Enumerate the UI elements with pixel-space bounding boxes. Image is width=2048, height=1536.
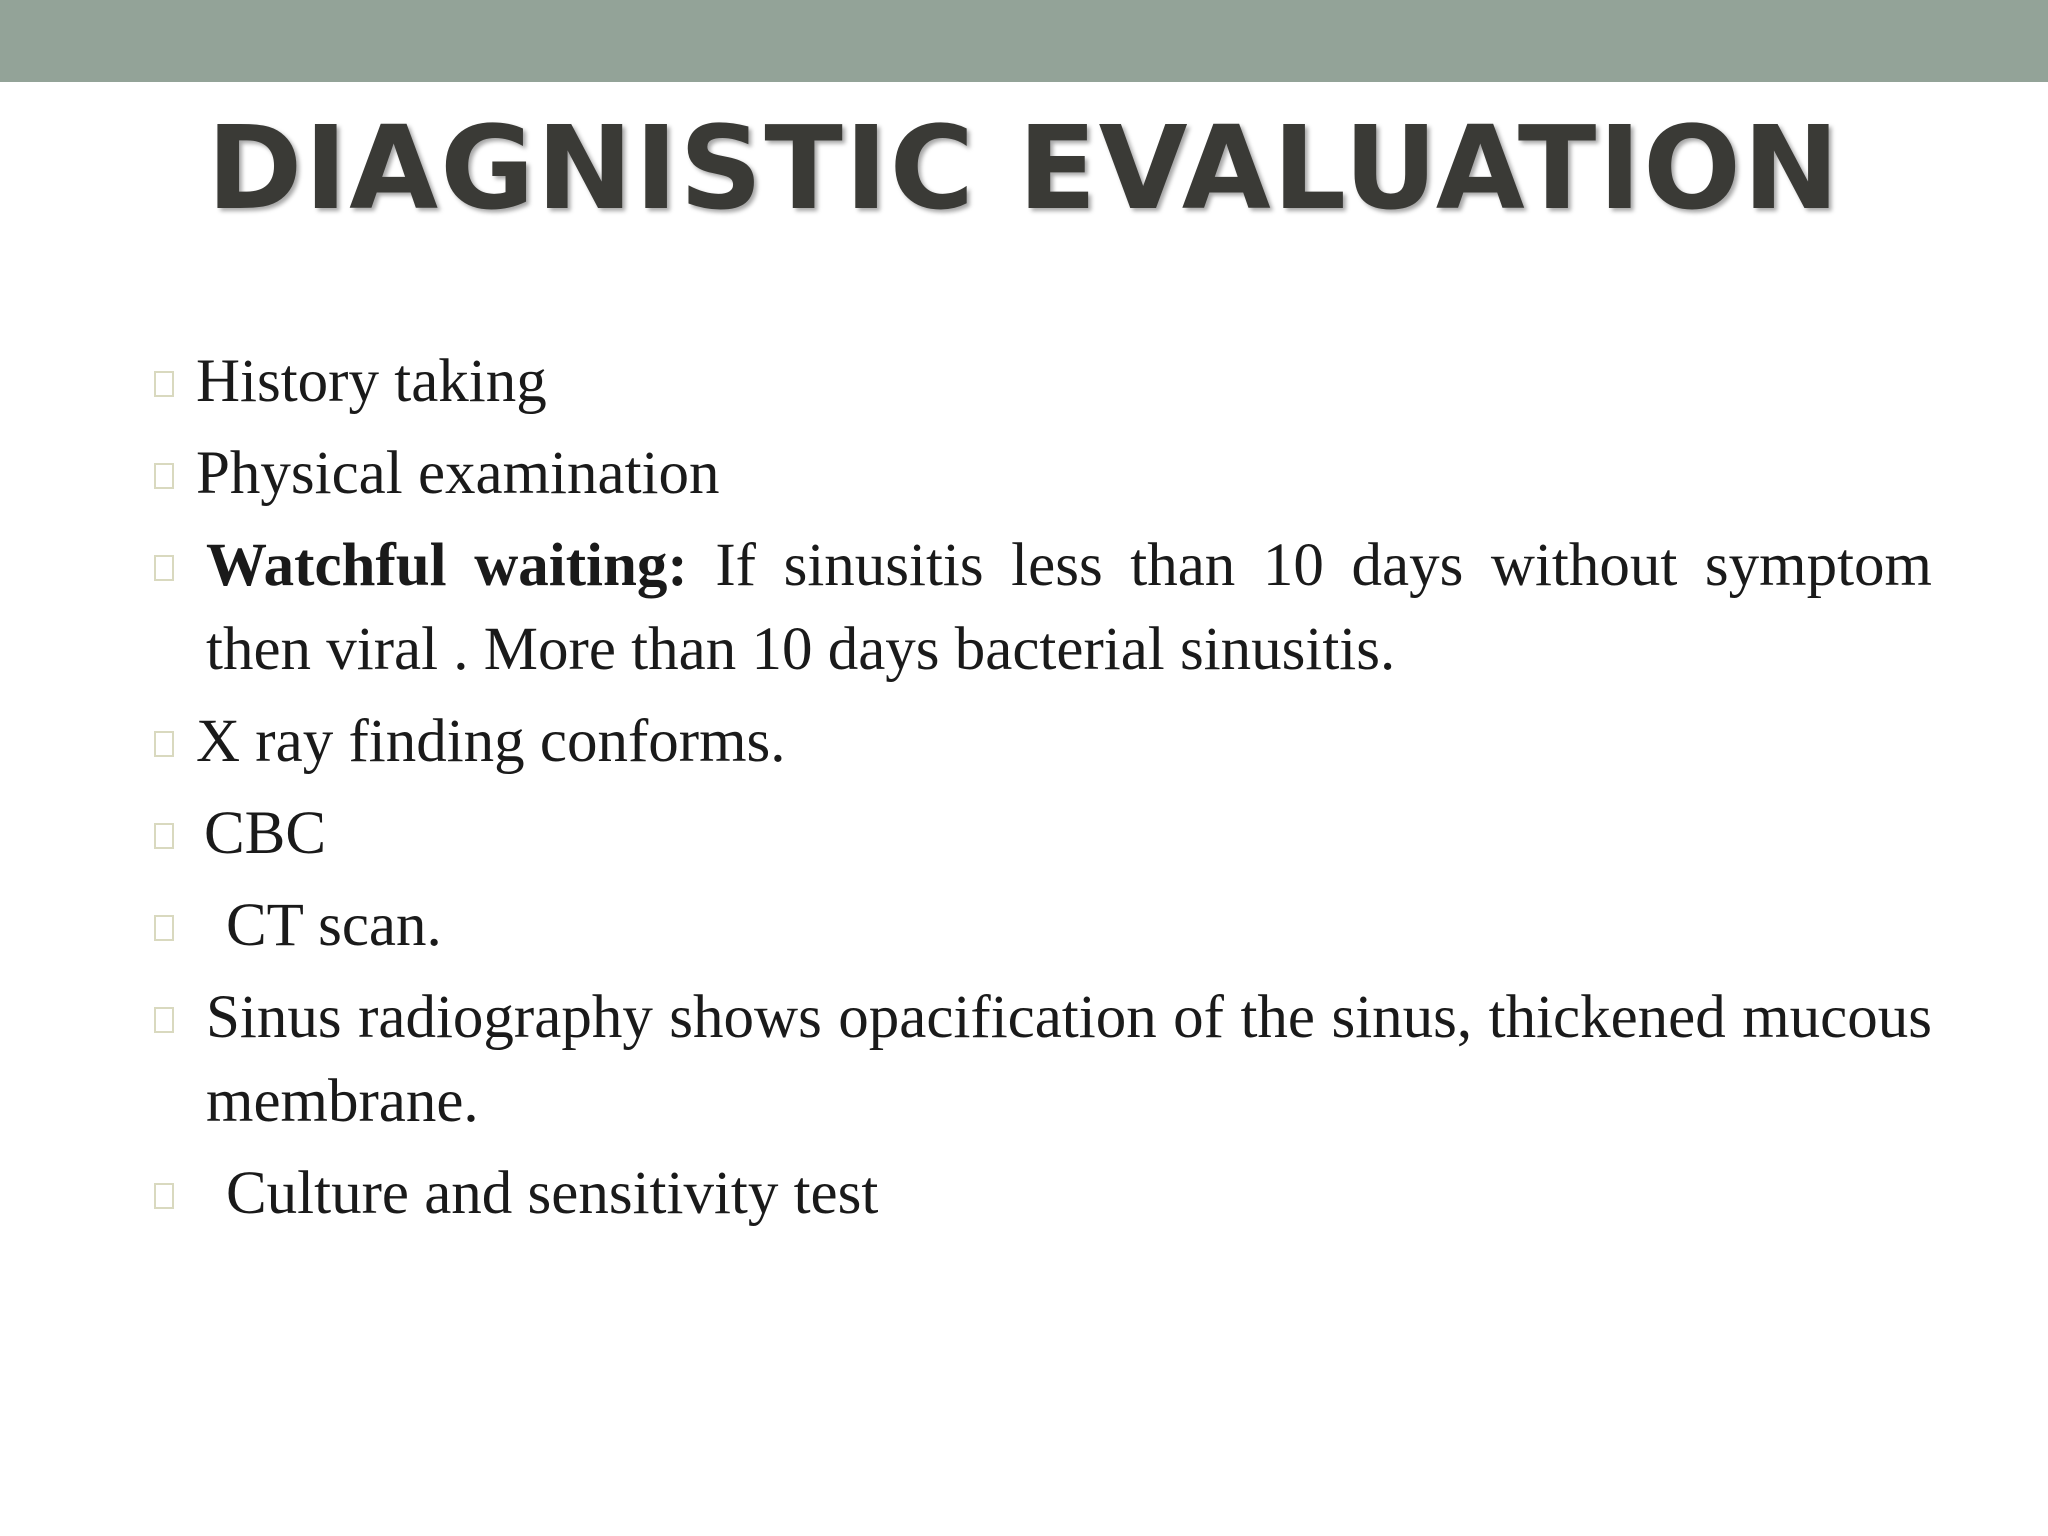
list-item — [152, 884, 1932, 968]
bullet-text: Sinus radiography shows opacification of the sinus, thickened mucous membrane. — [206, 984, 1932, 1135]
bullet-text: Culture and sensitivity test — [226, 1160, 879, 1227]
list-item — [152, 524, 1932, 692]
square-bullet-icon — [154, 731, 174, 757]
square-bullet-icon — [154, 371, 174, 397]
list-item — [152, 792, 1932, 876]
bullet-text: Physical examination — [196, 440, 720, 507]
square-bullet-icon — [154, 823, 174, 849]
square-bullet-icon — [154, 463, 174, 489]
list-item — [152, 1152, 1932, 1236]
list-item — [152, 700, 1932, 784]
bullet-text: X ray finding conforms. — [196, 708, 786, 775]
bullet-text: CT scan. — [226, 892, 442, 959]
square-bullet-icon — [154, 1007, 174, 1033]
bullet-bold-label: Watchful waiting: — [206, 532, 688, 599]
list-item — [152, 432, 1932, 516]
square-bullet-icon — [154, 1183, 174, 1209]
bullet-list — [152, 340, 1932, 1244]
slide-title: DIAGNISTIC EVALUATION — [206, 102, 1842, 236]
square-bullet-icon — [154, 915, 174, 941]
square-bullet-icon — [154, 555, 174, 581]
bullet-text: CBC — [204, 800, 327, 867]
top-accent-bar — [0, 0, 2048, 82]
bullet-text: History taking — [196, 348, 547, 415]
list-item — [152, 976, 1932, 1144]
bullet-text: If sinusitis less than 10 days without symptom then viral . More than 10 days bacterial sinusitis. — [206, 532, 1933, 683]
list-item — [152, 340, 1932, 424]
